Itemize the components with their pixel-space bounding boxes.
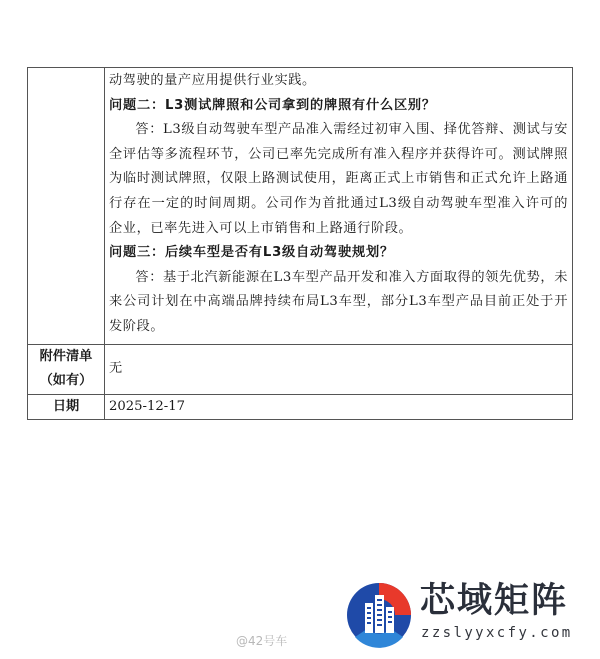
content-row [28, 68, 573, 345]
empty-label-cell [28, 68, 105, 345]
qa-content-cell [105, 68, 573, 345]
attachments-label-line2: （如有） [39, 373, 93, 389]
weibo-watermark: @42号车 [236, 634, 288, 648]
watermark-brand-url: zzslyyxcfy.com [421, 625, 573, 641]
date-row [28, 394, 573, 420]
date-value: 2025-12-17 [105, 394, 573, 420]
intro-line: 动驾驶的量产应用提供行业实践。 [109, 73, 316, 88]
question-three-answer: 答：基于北汽新能源在L3车型产品开发和准入方面取得的领先优势，未来公司计划在中高端品牌持续布局L3车型，部分L3车型产品目前正处于开发阶段。 [109, 269, 568, 334]
attachments-value: 无 [105, 344, 573, 394]
date-label: 日期 [28, 394, 105, 420]
question-two-answer: 答：L3级自动驾驶车型产品准入需经过初审入围、择优答辩、测试与安全评估等多流程环节，公司已率先完成所有准入程序并获得许可。测试牌照为临时测试牌照，仅限上路测试使用，距离正式上市销售和正式允许上路通行存在一定的时间周期。公司作为首批通过L3级自动驾驶车型准入许可的企业，已率先进入可以上市销售和上路通行阶段。 [109, 122, 568, 236]
building-tower-logo-icon [345, 581, 413, 649]
question-two-title: 问题二：L3测试牌照和公司拿到的牌照有什么区别？ [109, 97, 436, 113]
disclosure-table [27, 67, 573, 420]
attachments-label-cell [28, 344, 105, 394]
watermark-brand-name: 芯域矩阵 [420, 581, 569, 621]
question-three-title: 问题三：后续车型是否有L3级自动驾驶规划？ [109, 245, 394, 261]
attachments-label-line1: 附件清单 [39, 348, 93, 364]
attachments-row [28, 344, 573, 394]
